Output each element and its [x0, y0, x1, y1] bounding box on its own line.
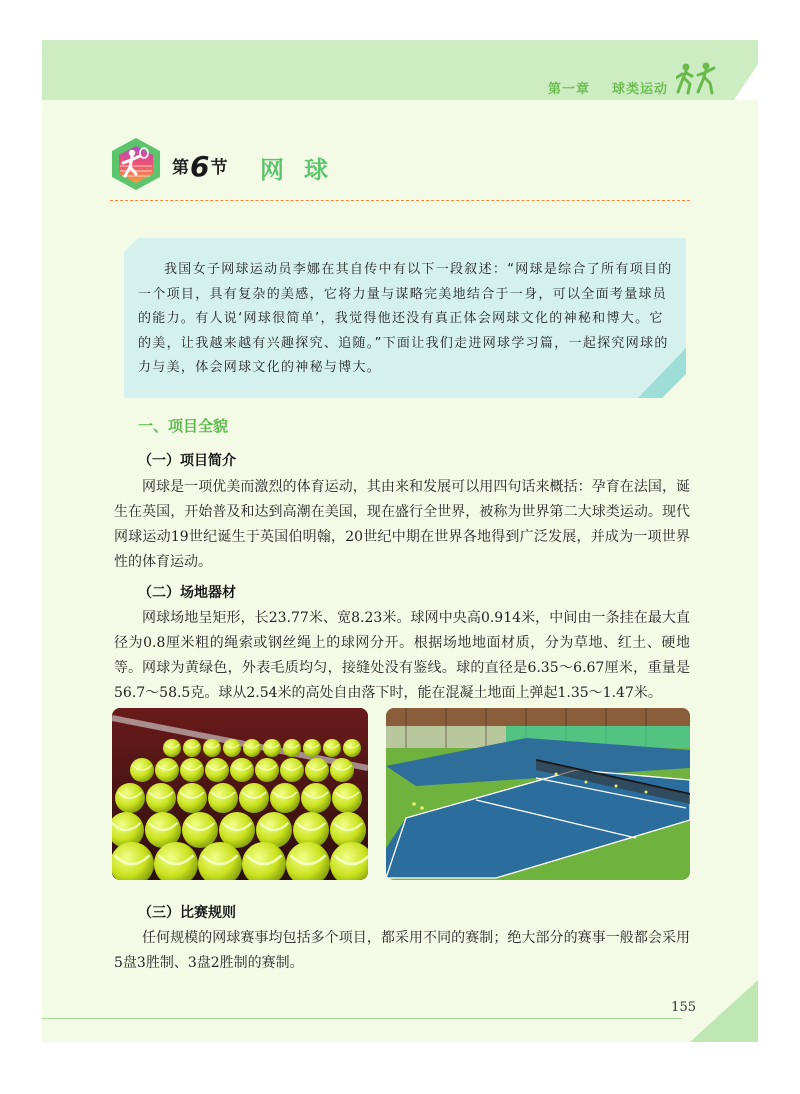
section-number-digit: 6: [190, 150, 210, 183]
para-ball: 网球为黄绿色，外表毛质均匀，接缝处没有鉴线。球的直径是6.35～6.67厘米，重量是56.7～58.5克。球从2.54米的高处自由落下时，能在混凝土地面上弹起1.35～1.47米。: [114, 660, 690, 701]
section-prefix: 第: [172, 158, 189, 178]
chapter-number: 第一章: [547, 82, 590, 97]
textbook-page: [42, 40, 758, 1042]
heading-intro: （一）项目简介: [138, 453, 236, 469]
tennis-balls-photo: [112, 708, 368, 880]
footer-corner: [42, 980, 758, 1042]
footer-band: [42, 980, 758, 1042]
tennis-balls-image: [112, 708, 368, 880]
tennis-court-photo: [386, 708, 690, 880]
section-number: [172, 150, 227, 183]
heading-overview: 一、项目全貌: [138, 417, 229, 435]
para-venue: 网球场地呈矩形，长23.77米、宽8.23米。球网中央高0.914米，中间由一条挂在最大直径为0.8厘米粗的绳索或钢丝绳上的球网分开。根据场地地面材质，分为草地、红土、硬地等。: [114, 610, 690, 676]
chapter-label: [548, 78, 668, 97]
intro-text: 我国女子网球运动员李娜在其自传中有以下一段叙述：“网球是综合了所有项目的一个项目，具有复杂的美感，它将力量与谋略完美地结合于一身，可以全面考量球员的能力。有人说‘网球很简单’，我觉得他还没有真正体会网球文化的神秘和博大。它的美，让我越来越有兴趣探究、追随。”下面让我们走进网球学习篇，一起探究网球的力与美，体会网球文化的神秘与博大。: [138, 262, 673, 375]
footer-line: [42, 1018, 682, 1019]
chapter-title: 球类运动: [611, 82, 668, 97]
dashed-divider: [110, 200, 690, 201]
runners-icon: [676, 62, 720, 96]
section-suffix: 节: [210, 158, 228, 178]
page-number: 155: [671, 1000, 696, 1015]
tennis-player-badge-icon: [108, 136, 164, 192]
header-band: [42, 40, 758, 100]
para-intro: 网球是一项优美而激烈的体育运动，其由来和发展可以用四句话来概括：孕育在法国，诞生在英国，开始普及和达到高潮在美国，现在盛行全世界，被称为世界第二大球类运动。现代网球运动19世纪诞生于英国伯明翰，20世纪中期在世界各地得到广泛发展，并成为一项世界性的体育运动。: [114, 479, 690, 570]
intro-box: [124, 238, 686, 398]
section-title: 网球: [260, 156, 348, 184]
tennis-court-image: [386, 708, 690, 880]
heading-rules: （三）比赛规则: [138, 905, 236, 921]
heading-venue: （二）场地器材: [138, 585, 236, 601]
para-rules: 任何规模的网球赛事均包括多个项目，都采用不同的赛制；绝大部分的赛事一般都会采用5盘3胜制、3盘2胜制的赛制。: [114, 930, 690, 971]
